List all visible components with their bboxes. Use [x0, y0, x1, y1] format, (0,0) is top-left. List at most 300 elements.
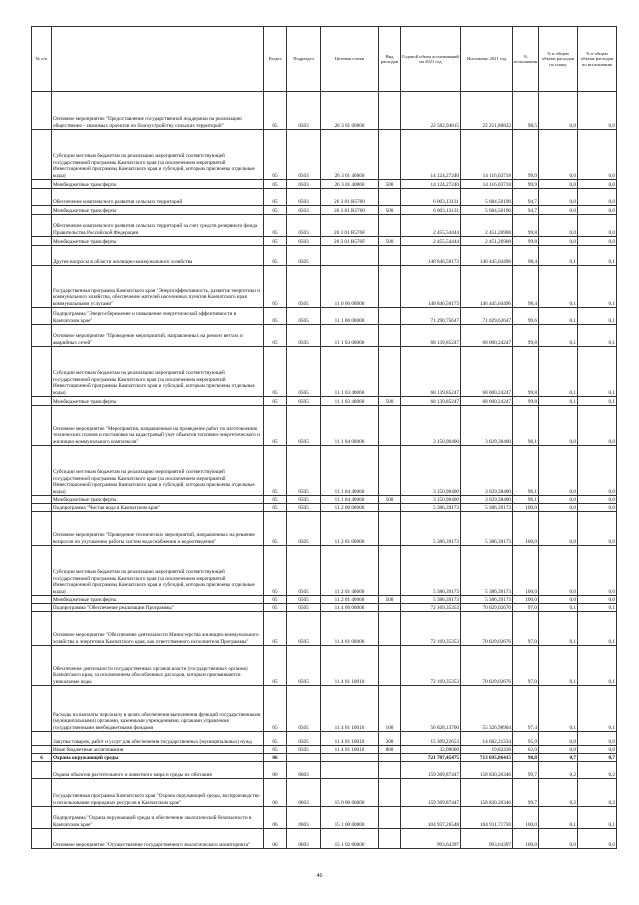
row-exptype: 800 [379, 746, 401, 754]
row-subsection: 0503 [287, 130, 321, 180]
row-exptype [379, 308, 401, 325]
row-name: Подпрограмма "Энергосбережение и повышение энергетической эффективности в Камчатском крае" [52, 308, 264, 325]
row-executed: 104 911,71730 [461, 807, 513, 829]
row-section: 05 [264, 406, 287, 446]
row-subsection: 0505 [287, 604, 321, 612]
row-no [32, 266, 52, 308]
row-executed: 5 386,39173 [461, 596, 513, 604]
row-pct: 99,7 [513, 779, 539, 807]
row-subsection: 0505 [287, 446, 321, 496]
row-annual: 148 846,50173 [401, 246, 461, 266]
row-annual: 5 386,39173 [401, 504, 461, 512]
row-share-plan: 0,1 [539, 246, 578, 266]
row-name: Охрана окружающей среды [52, 754, 264, 762]
row-name: Субсидии местным бюджетам на реализацию мероприятий соответствующей государственной программы Камчатского края (за исключением мероприятий Инвестиционной программы Камчатского края и субсидий, которым присвоены отдельные коды) [52, 130, 264, 180]
row-share-plan: 0,0 [539, 92, 578, 130]
row-share-exec: 0,1 [578, 604, 617, 612]
table-row [32, 612, 617, 646]
row-section: 06 [264, 829, 287, 849]
row-annual: 5 386,39173 [401, 596, 461, 604]
row-target: 26 3 01 R576F [321, 215, 379, 237]
row-annual: 15 309,22653 [401, 732, 461, 746]
row-target: 15 1 02 00000 [321, 829, 379, 849]
row-subsection: 0505 [287, 512, 321, 546]
row-no: 6 [32, 754, 52, 762]
row-subsection: 0505 [287, 746, 321, 754]
row-pct: 94,7 [513, 206, 539, 215]
row-target: 15 1 00 00000 [321, 807, 379, 829]
row-annual: 148 846,50173 [401, 266, 461, 308]
header-share-plan: % в общем объеме расходов по плану [539, 27, 578, 92]
row-share-plan: 0,0 [539, 596, 578, 604]
row-target: 11 1 04 00000 [321, 406, 379, 446]
row-executed: 5 386,39173 [461, 504, 513, 512]
row-subsection: 0505 [287, 732, 321, 746]
row-annual: 159 369,87447 [401, 779, 461, 807]
row-executed: 993,64397 [461, 829, 513, 849]
row-annual: 22 582,94815 [401, 92, 461, 130]
row-name: Субсидии местным бюджетам на реализацию мероприятий соответствующей государственной программы Камчатского края (за исключением мероприятий Инвестиционной программы Камчатского края и субсидий, которым присвоены отдельные коды) [52, 546, 264, 596]
row-subsection: 0505 [287, 686, 321, 732]
row-executed: 70 029,02676 [461, 604, 513, 612]
row-executed: 14 116,03718 [461, 130, 513, 180]
row-annual: 5 386,39173 [401, 512, 461, 546]
row-subsection: 0505 [287, 325, 321, 347]
row-target: 11 4 01 00000 [321, 612, 379, 646]
row-annual: 6 003,13131 [401, 189, 461, 206]
row-executed: 2 451,26908 [461, 215, 513, 237]
row-annual: 993,64397 [401, 829, 461, 849]
row-pct: 100,0 [513, 546, 539, 596]
row-section: 05 [264, 347, 287, 397]
row-annual: 6 003,13131 [401, 206, 461, 215]
row-share-exec: 0,0 [578, 130, 617, 180]
row-exptype [379, 446, 401, 496]
table-row [32, 512, 617, 546]
row-target [321, 246, 379, 266]
row-target: 11 1 04 40060 [321, 496, 379, 504]
row-no [32, 237, 52, 246]
row-section: 05 [264, 237, 287, 246]
row-executed: 3 029,38400 [461, 446, 513, 496]
table-row [32, 347, 617, 397]
table-row [32, 496, 617, 504]
row-share-exec: 0,1 [578, 612, 617, 646]
row-target: 11 4 01 10010 [321, 732, 379, 746]
table-row [32, 237, 617, 246]
row-no [32, 397, 52, 406]
row-share-plan: 0,1 [539, 308, 578, 325]
row-name: Подпрограмма "Чистая вода в Камчатском крае" [52, 504, 264, 512]
row-no [32, 779, 52, 807]
row-name: Подпрограмма "Охрана окружающей среды и обеспечение экологической безопасности в Камчатском крае" [52, 807, 264, 829]
table-row [32, 732, 617, 746]
row-annual: 3 150,90400 [401, 446, 461, 496]
row-no [32, 308, 52, 325]
row-no [32, 496, 52, 504]
row-name: Межбюджетные трансферты [52, 596, 264, 604]
row-no [32, 512, 52, 546]
row-target: 11 1 03 00000 [321, 325, 379, 347]
row-no [32, 246, 52, 266]
row-target [321, 762, 379, 779]
row-exptype: 500 [379, 596, 401, 604]
row-exptype [379, 347, 401, 397]
row-target: 26 3 01 R5760 [321, 189, 379, 206]
row-share-exec: 0,1 [578, 308, 617, 325]
table-header-row [32, 27, 617, 92]
row-target: 11 2 01 40060 [321, 596, 379, 604]
row-name: Закупка товаров, работ и услуг для обеспечения государственных (муниципальных) нужд [52, 732, 264, 746]
row-name: Межбюджетные трансферты [52, 496, 264, 504]
row-share-plan: 0,0 [539, 732, 578, 746]
row-target: 11 0 00 00000 [321, 266, 379, 308]
row-name: Межбюджетные трансферты [52, 237, 264, 246]
row-name: Основное мероприятие "Предоставление государственной поддержки на реализацию общественно - значимых проектов по благоустройству сельских территорий" [52, 92, 264, 130]
table-body [32, 92, 617, 849]
row-section: 05 [264, 325, 287, 347]
row-section: 05 [264, 266, 287, 308]
row-share-plan: 0,7 [539, 754, 578, 762]
row-subsection: 0603 [287, 807, 321, 829]
row-section: 05 [264, 604, 287, 612]
row-exptype [379, 604, 401, 612]
row-exptype [379, 646, 401, 686]
row-executed: 3 029,38400 [461, 406, 513, 446]
row-executed: 5 684,50196 [461, 189, 513, 206]
row-share-exec: 0,1 [578, 325, 617, 347]
row-target: 11 4 00 00000 [321, 604, 379, 612]
row-share-plan: 0,1 [539, 686, 578, 732]
row-share-exec: 0,0 [578, 512, 617, 546]
row-pct: 99,8 [513, 325, 539, 347]
row-section: 05 [264, 612, 287, 646]
row-exptype [379, 512, 401, 546]
row-target: 11 4 01 10010 [321, 646, 379, 686]
row-share-exec: 0,0 [578, 546, 617, 596]
row-name: Основное мероприятие "Мероприятия, направленные на проведение работ по изготовлению технических планов и постановке на кадастровый учет объектов топливно-энергетического и жилищно-коммунального комплексов" [52, 406, 264, 446]
row-name: Обеспечение комплексного развития сельских территорий за счет средств резервного фонда Правительства Российской Федерации [52, 215, 264, 237]
row-pct: 99,8 [513, 397, 539, 406]
row-section: 05 [264, 732, 287, 746]
table-row [32, 746, 617, 754]
row-share-exec: 0,0 [578, 237, 617, 246]
row-pct: 97,0 [513, 612, 539, 646]
row-no [32, 829, 52, 849]
row-section: 05 [264, 92, 287, 130]
table-row [32, 646, 617, 686]
row-target [321, 754, 379, 762]
row-share-exec: 0,1 [578, 266, 617, 308]
row-subsection: 0503 [287, 237, 321, 246]
row-target: 11 1 03 40060 [321, 397, 379, 406]
row-share-plan: 0,0 [539, 206, 578, 215]
row-no [32, 446, 52, 496]
row-share-plan: 0,0 [539, 189, 578, 206]
row-share-exec: 0,1 [578, 246, 617, 266]
row-no [32, 807, 52, 829]
row-subsection: 0505 [287, 546, 321, 596]
row-share-plan: 0,1 [539, 612, 578, 646]
row-share-exec: 0,0 [578, 446, 617, 496]
row-pct: 95,9 [513, 732, 539, 746]
row-executed: 55 326,98904 [461, 686, 513, 732]
row-section: 05 [264, 215, 287, 237]
row-executed: 70 029,02676 [461, 612, 513, 646]
row-section: 05 [264, 180, 287, 189]
row-no [32, 596, 52, 604]
row-pct: 99,8 [513, 237, 539, 246]
row-target: 26 3 01 40060 [321, 180, 379, 189]
table-row [32, 762, 617, 779]
row-exptype: 100 [379, 686, 401, 732]
row-pct: 98,8 [513, 754, 539, 762]
row-pct: 100,0 [513, 829, 539, 849]
row-subsection: 0505 [287, 397, 321, 406]
row-target: 11 1 04 40060 [321, 446, 379, 496]
row-exptype [379, 246, 401, 266]
row-executed: 146 445,04496 [461, 246, 513, 266]
row-exptype [379, 612, 401, 646]
row-subsection: 0505 [287, 266, 321, 308]
row-pct: 100,0 [513, 807, 539, 829]
row-target: 11 4 01 10010 [321, 686, 379, 732]
row-subsection: 0503 [287, 180, 321, 189]
row-no [32, 180, 52, 189]
row-share-exec: 0,0 [578, 215, 617, 237]
row-pct: 100,0 [513, 596, 539, 604]
row-share-exec: 0,0 [578, 496, 617, 504]
row-subsection: 0603 [287, 779, 321, 807]
row-section: 05 [264, 596, 287, 604]
row-target: 26 3 01 R576F [321, 237, 379, 246]
header-target: Целевая статья [321, 27, 379, 92]
row-section: 05 [264, 308, 287, 325]
header-section: Раздел [264, 27, 287, 92]
table-row [32, 596, 617, 604]
row-subsection: 0505 [287, 347, 321, 397]
row-exptype: 500 [379, 237, 401, 246]
header-annual: Годовой объем ассигнований на 2021 год [401, 27, 461, 92]
row-pct: 98,4 [513, 266, 539, 308]
row-share-plan: 0,0 [539, 496, 578, 504]
row-pct: 97,0 [513, 604, 539, 612]
row-section: 05 [264, 206, 287, 215]
row-annual: 5 386,39173 [401, 546, 461, 596]
row-pct: 100,0 [513, 504, 539, 512]
row-executed: 713 695,86415 [461, 754, 513, 762]
row-subsection: 0505 [287, 308, 321, 325]
row-annual: 56 828,13700 [401, 686, 461, 732]
row-annual: 104 937,26548 [401, 807, 461, 829]
table-row [32, 446, 617, 496]
table-row [32, 206, 617, 215]
row-share-plan: 0,1 [539, 807, 578, 829]
row-exptype [379, 215, 401, 237]
table-row [32, 92, 617, 130]
row-annual: 72 169,35353 [401, 646, 461, 686]
row-share-exec: 0,7 [578, 754, 617, 762]
row-no [32, 646, 52, 686]
row-no [32, 504, 52, 512]
row-section: 05 [264, 189, 287, 206]
row-no [32, 215, 52, 237]
row-target: 11 1 03 40060 [321, 347, 379, 397]
row-subsection: 0503 [287, 92, 321, 130]
row-annual: 72 169,35353 [401, 612, 461, 646]
table-row [32, 325, 617, 347]
row-target: 15 0 00 00000 [321, 779, 379, 807]
row-no [32, 92, 52, 130]
row-target: 11 4 01 10010 [321, 746, 379, 754]
row-no [32, 206, 52, 215]
row-no [32, 686, 52, 732]
row-annual: 2 455,54444 [401, 237, 461, 246]
row-exptype: 500 [379, 496, 401, 504]
row-executed: 19,82438 [461, 746, 513, 754]
row-subsection: 0505 [287, 496, 321, 504]
row-section: 06 [264, 779, 287, 807]
row-subsection: 0505 [287, 646, 321, 686]
row-annual: 68 139,85247 [401, 325, 461, 347]
page-number: 46 [316, 873, 323, 879]
row-share-plan: 0,1 [539, 604, 578, 612]
table-row [32, 686, 617, 732]
row-exptype [379, 829, 401, 849]
row-no [32, 546, 52, 596]
row-executed: 14 116,03718 [461, 180, 513, 189]
row-subsection: 0603 [287, 829, 321, 849]
row-exptype [379, 807, 401, 829]
row-subsection: 0505 [287, 612, 321, 646]
header-executed: Исполнено 2021 год [461, 27, 513, 92]
row-share-exec: 0,1 [578, 686, 617, 732]
table-row [32, 308, 617, 325]
row-name: Межбюджетные трансферты [52, 180, 264, 189]
row-section: 06 [264, 807, 287, 829]
row-executed: 22 251,80822 [461, 92, 513, 130]
row-pct: 96,1 [513, 496, 539, 504]
row-subsection: 0505 [287, 596, 321, 604]
row-exptype: 500 [379, 206, 401, 215]
row-exptype [379, 546, 401, 596]
row-share-exec: 0,1 [578, 807, 617, 829]
row-pct: 96,1 [513, 406, 539, 446]
table-row [32, 829, 617, 849]
row-subsection: 0503 [287, 189, 321, 206]
row-section: 05 [264, 496, 287, 504]
row-share-exec: 0,0 [578, 189, 617, 206]
row-share-exec: 0,0 [578, 406, 617, 446]
table-row [32, 779, 617, 807]
row-exptype: 500 [379, 180, 401, 189]
row-share-exec: 0,0 [578, 596, 617, 604]
header-share-exec: % в общем объеме расходов по исполнению [578, 27, 617, 92]
row-share-exec: 0,0 [578, 829, 617, 849]
table-row [32, 504, 617, 512]
row-pct: 99,9 [513, 130, 539, 180]
row-exptype [379, 189, 401, 206]
row-subsection: 0503 [287, 206, 321, 215]
row-target: 11 2 01 00000 [321, 512, 379, 546]
row-share-plan: 0,1 [539, 266, 578, 308]
row-name: Межбюджетные трансферты [52, 397, 264, 406]
row-no [32, 612, 52, 646]
row-share-exec: 0,1 [578, 646, 617, 686]
row-no [32, 406, 52, 446]
row-target: 26 3 01 R5760 [321, 206, 379, 215]
header-exptype: Вид расходов [379, 27, 401, 92]
row-section: 05 [264, 130, 287, 180]
row-executed: 5 684,50196 [461, 206, 513, 215]
row-annual: 72 169,35353 [401, 604, 461, 612]
row-name: Межбюджетные трансферты [52, 206, 264, 215]
row-executed: 70 029,02676 [461, 646, 513, 686]
row-share-plan: 0,1 [539, 347, 578, 397]
row-executed: 5 386,39173 [461, 546, 513, 596]
header-name [52, 27, 264, 92]
row-pct: 97,0 [513, 646, 539, 686]
table-row [32, 546, 617, 596]
row-share-plan: 0,0 [539, 504, 578, 512]
row-share-plan: 0,2 [539, 779, 578, 807]
row-no [32, 762, 52, 779]
row-exptype [379, 406, 401, 446]
row-share-plan: 0,0 [539, 512, 578, 546]
row-annual: 3 150,90400 [401, 406, 461, 446]
row-name: Государственная программа Камчатского края "Энергоэффективность, развитие энергетики и коммунального хозяйства, обеспечение жителей населенных пунктов Камчатского края коммунальными услугами" [52, 266, 264, 308]
row-section: 05 [264, 646, 287, 686]
row-subsection: 0603 [287, 762, 321, 779]
row-share-plan: 0,0 [539, 237, 578, 246]
row-no [32, 325, 52, 347]
table-row [32, 397, 617, 406]
row-share-plan: 0,1 [539, 325, 578, 347]
row-share-exec: 0,2 [578, 779, 617, 807]
row-subsection [287, 754, 321, 762]
row-share-plan: 0,0 [539, 746, 578, 754]
row-pct: 98,5 [513, 92, 539, 130]
row-share-exec: 0,2 [578, 762, 617, 779]
table-row [32, 266, 617, 308]
row-annual: 159 369,87447 [401, 762, 461, 779]
row-annual: 3 150,90400 [401, 496, 461, 504]
row-pct: 99,9 [513, 180, 539, 189]
row-target: 26 3 01 40060 [321, 130, 379, 180]
row-pct: 62,0 [513, 746, 539, 754]
row-pct: 99,6 [513, 308, 539, 325]
row-section: 05 [264, 546, 287, 596]
row-share-exec: 0,0 [578, 732, 617, 746]
row-share-exec: 0,1 [578, 397, 617, 406]
header-subsection: Подраздел [287, 27, 321, 92]
row-exptype: 500 [379, 397, 401, 406]
row-name: Субсидии местным бюджетам на реализацию мероприятий соответствующей государственной программы Камчатского края (за исключением мероприятий Инвестиционной программы Камчатского края и субсидий, которым присвоены отдельные коды) [52, 347, 264, 397]
row-no [32, 347, 52, 397]
row-share-plan: 0,0 [539, 180, 578, 189]
row-subsection: 0505 [287, 504, 321, 512]
row-exptype [379, 266, 401, 308]
row-share-plan: 0,0 [539, 546, 578, 596]
row-share-plan: 0,2 [539, 762, 578, 779]
row-name: Обеспечение комплексного развития сельских территорий [52, 189, 264, 206]
row-no [32, 732, 52, 746]
row-exptype: 200 [379, 732, 401, 746]
row-section: 05 [264, 512, 287, 546]
row-pct: 97,4 [513, 686, 539, 732]
row-exptype [379, 130, 401, 180]
row-share-exec: 0,0 [578, 504, 617, 512]
